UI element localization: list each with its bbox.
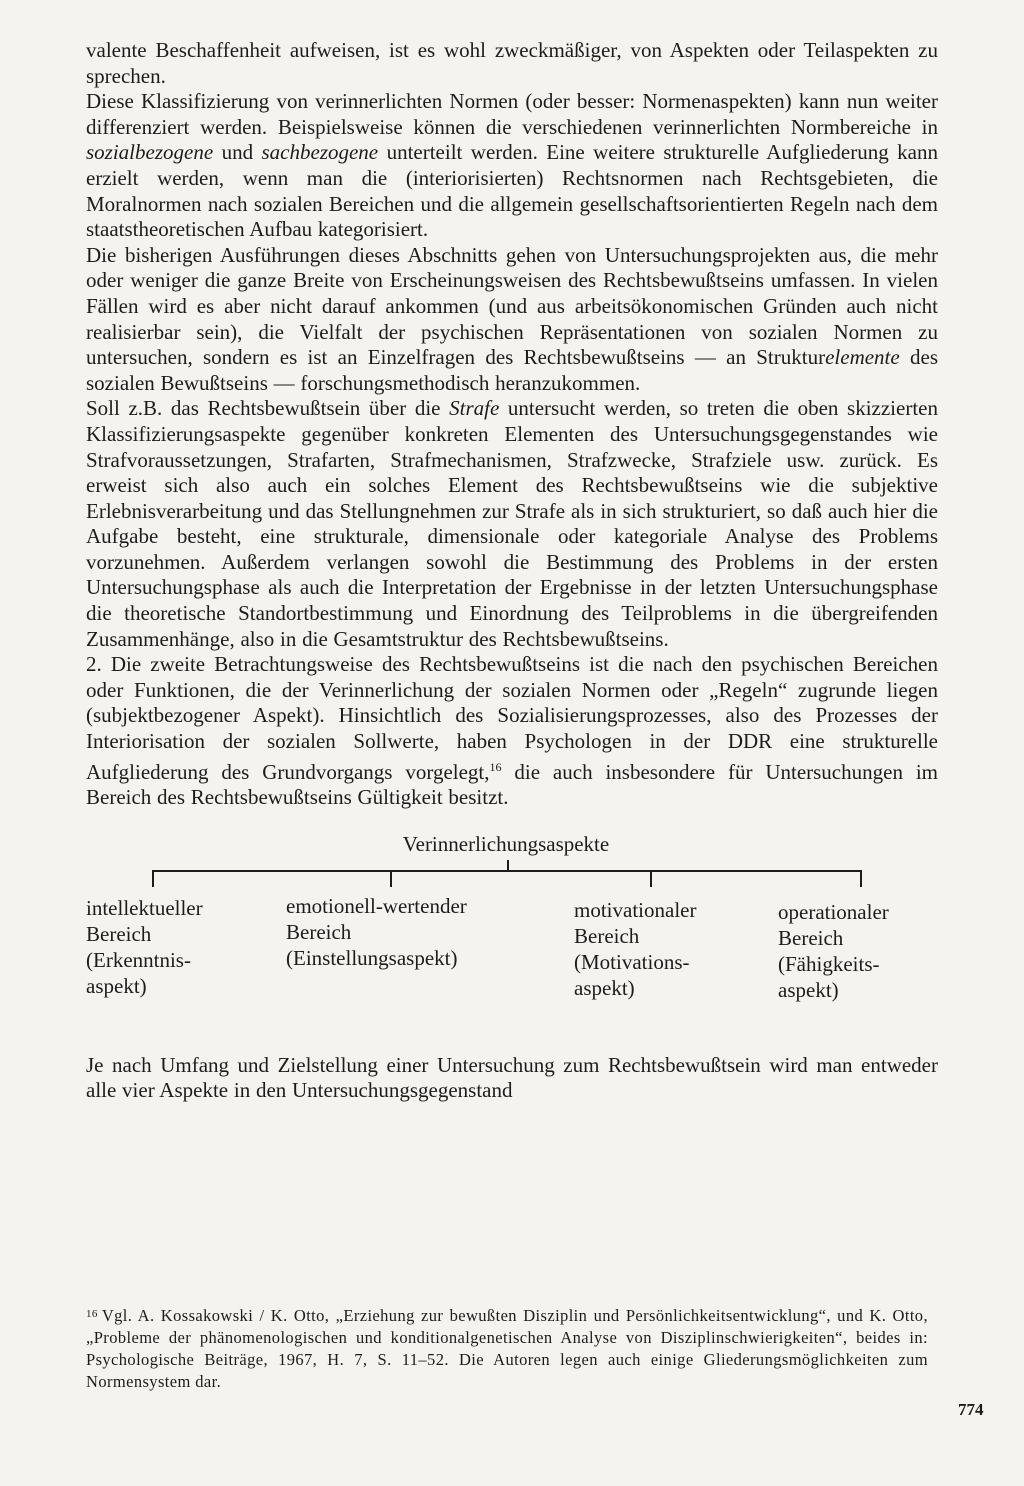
- paragraph-2: [86, 89, 938, 243]
- category-emotional: [286, 893, 467, 971]
- footnote-text: Vgl. A. Kossakowski / K. Otto, „Erziehung zur bewußten Disziplin und Persönlichkeitsentwicklung“, und K. Otto, „Probleme der phänomenologischen und konditionalgenetischen Analyse von Disziplinschwierigkeiten“, beides in: Psychologische Beiträge, 1967, H. 7, S. 11–52. Die Autoren legen auch einige Gliederungsmöglichkeiten zum Normensystem dar.: [86, 1306, 928, 1391]
- paragraph-5-text-a: 2. Die zweite Betrachtungsweise des Rechtsbewußtseins ist die nach den psychischen Bereichen oder Funktionen, die der Verinnerlichung der sozialen Normen oder „Regeln“ zugrunde liegen (subjektbezogener Aspekt). Hinsichtlich des Sozialisierungsprozesses, also des Prozesses der Interiorisation der sozialen Sollwerte, haben Psychologen in der DDR eine strukturelle Aufgliederung des Grundvorgangs vorgelegt,: [86, 652, 938, 784]
- paragraph-4-emphasis: Strafe: [449, 396, 500, 421]
- aspects-diagram: [86, 831, 938, 1041]
- paragraph-3: [86, 243, 938, 397]
- paragraph-5: [86, 652, 938, 811]
- category-line: Bereich: [778, 925, 844, 950]
- paragraph-3-text-b: des sozialen Bewußtseins — forschungsmethodisch heranzukommen.: [86, 345, 938, 395]
- paragraph-3-text-a: Die bisherigen Ausführungen dieses Abschnitts gehen von Untersuchungsprojekten aus, die mehr oder weniger die ganze Breite von Erscheinungsweisen des Rechtsbewußtseins umfassen. In vielen Fällen wird es aber nicht darauf ankommen (und aus arbeitsökonomischen Gründen auch nicht realisierbar sein), die Vielfalt der psychischen Repräsentationen von sozialen Normen zu untersuchen, sondern es ist an Einzelfragen des Rechtsbewußtseins — an Struktur: [86, 242, 938, 370]
- category-line: aspekt): [86, 973, 147, 998]
- diagram-title: Verinnerlichungsaspekte: [402, 831, 610, 856]
- category-motivational: [574, 897, 696, 1001]
- category-line: intellektueller: [86, 895, 203, 920]
- paragraph-2-text-b: und: [213, 140, 262, 165]
- category-intellectual: [86, 895, 203, 999]
- page-number: 774: [958, 1400, 984, 1419]
- category-line: aspekt): [778, 977, 839, 1002]
- paragraph-6-text: Je nach Umfang und Zielstellung einer Untersuchung zum Rechtsbewußtsein wird man entweder alle vier Aspekte in den Untersuchungsgegenstand: [86, 1052, 938, 1103]
- paragraph-5-text-b: die auch insbesondere für Untersuchungen im Bereich des Rechtsbewußtseins Gültigkeit besitzt.: [86, 759, 938, 810]
- paragraph-4-text-a: Soll z.B. das Rechtsbewußtsein über die: [86, 396, 450, 421]
- paragraph-4: [86, 396, 938, 652]
- category-line: motivationaler: [574, 897, 697, 922]
- category-line: (Einstellungsaspekt): [286, 945, 458, 970]
- category-line: (Fähigkeits-: [778, 951, 880, 976]
- footnote-reference[interactable]: 16: [489, 759, 502, 774]
- paragraph-1: [86, 38, 938, 89]
- category-line: Bereich: [286, 919, 352, 944]
- paragraph-1-text: valente Beschaffenheit aufweisen, ist es wohl zweckmäßiger, von Aspekten oder Teilaspekten zu sprechen.: [86, 38, 938, 88]
- paragraph-3-emphasis: elemente: [825, 345, 900, 370]
- page-body: [86, 38, 938, 1104]
- category-line: (Erkenntnis-: [86, 947, 191, 972]
- paragraph-2-text-a: Diese Klassifizierung von verinnerlichten Normen (oder besser: Normenaspekten) kann nun weiter differenziert werden. Beispielsweise können die verschiedenen verinnerlichten Normbereiche in: [86, 89, 938, 139]
- category-line: Bereich: [574, 923, 640, 948]
- category-line: aspekt): [574, 975, 635, 1000]
- category-operational: [778, 899, 889, 1003]
- footnote: [86, 1305, 928, 1393]
- category-line: (Motivations-: [574, 949, 690, 974]
- category-line: emotionell-wertender: [286, 893, 467, 918]
- paragraph-6: [86, 1053, 938, 1104]
- paragraph-2-emphasis-1: sozialbezogene: [86, 140, 214, 165]
- paragraph-2-text-c: unterteilt werden. Eine weitere strukturelle Aufgliederung kann erzielt werden, wenn man die (interiorisierten) Rechtsnormen nach Rechtsgebieten, die Moralnormen nach sozialen Bereichen und die allgemein gesellschaftsorientierten Regeln nach dem staatstheoretischen Aufbau kategorisiert.: [86, 140, 938, 242]
- paragraph-2-emphasis-2: sachbezogene: [261, 140, 379, 165]
- category-line: Bereich: [86, 921, 152, 946]
- footnote-number: 16: [86, 1308, 98, 1320]
- category-line: operationaler: [778, 899, 889, 924]
- paragraph-4-text-b: untersucht werden, so treten die oben skizzierten Klassifizierungsaspekte gegenüber konkreten Elementen des Untersuchungsgegenstandes wie Strafvoraussetzungen, Strafarten, Strafmechanismen, Strafzwecke, Strafziele usw. zurück. Es erweist sich also auch ein solches Element des Rechtsbewußtseins wie die subjektive Erlebnisverarbeitung und das Stellungnehmen zur Strafe als in sich strukturiert, so daß auch hier die Aufgabe besteht, eine strukturale, dimensionale oder kategoriale Analyse des Problems vorzunehmen. Außerdem verlangen sowohl die Bestimmung des Problems in der ersten Untersuchungsphase als auch die Interpretation der Ergebnisse in der letzten Untersuchungsphase die theoretische Standortbestimmung und Einordnung des Teilproblems in die übergreifenden Zusammenhänge, also in die Gesamtstruktur des Rechtsbewußtseins.: [86, 396, 938, 651]
